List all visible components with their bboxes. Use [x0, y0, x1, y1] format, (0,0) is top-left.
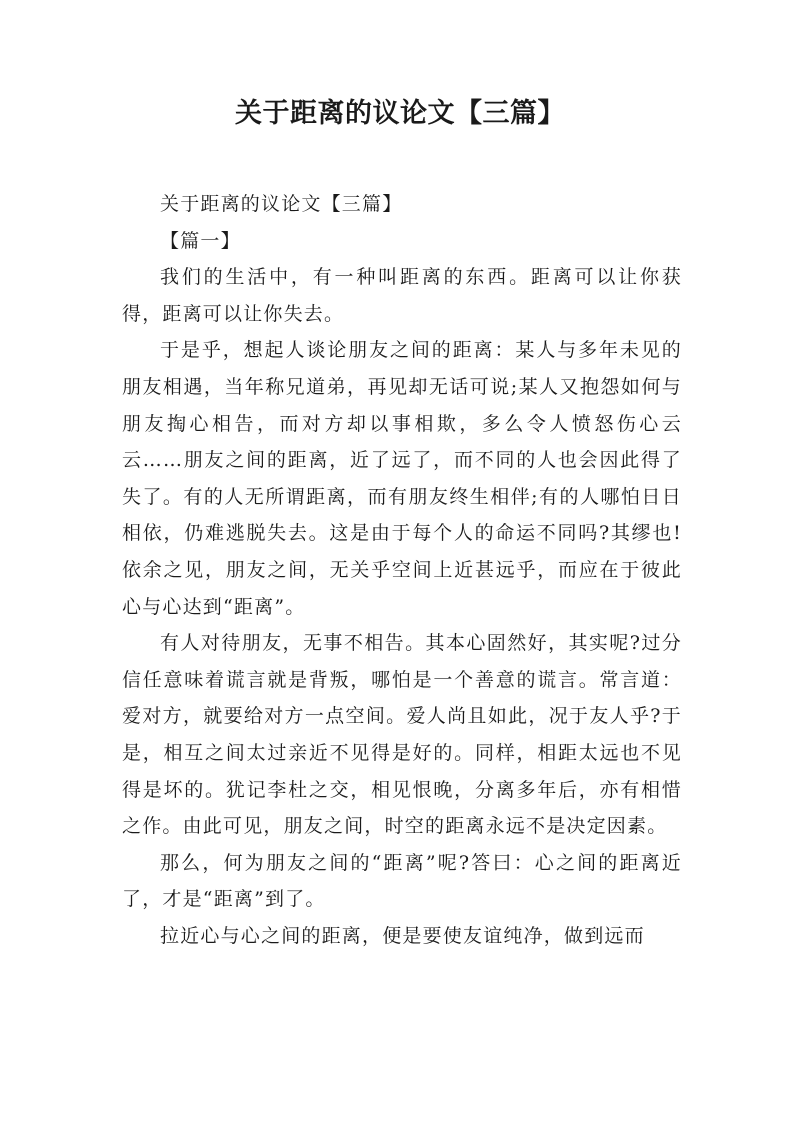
document-body	[122, 186, 682, 954]
paragraph-2: 于是乎，想起人谈论朋友之间的距离：某人与多年未见的朋友相遇，当年称兄道弟，再见却无话可说;某人又抱怨如何与朋友掏心相告，而对方却以事相欺，多么令人愤怒伤心云云……朋友之间的距离，近了远了，而不同的人也会因此得了失了。有的人无所谓距离，而有朋友终生相伴;有的人哪怕日日相依，仍难逃脱失去。这是由于每个人的命运不同吗?其缪也!依余之见，朋友之间，无关乎空间上近甚远乎，而应在于彼此心与心达到“距离”。	[122, 339, 682, 618]
paragraph-section-heading: 【篇一】	[160, 229, 241, 252]
document-title: 关于距离的议论文【三篇】	[235, 98, 565, 129]
paragraph-1: 我们的生活中，有一种叫距离的东西。距离可以让你获得，距离可以让你失去。	[122, 266, 682, 325]
paragraph-4: 那么，何为朋友之间的“距离”呢?答曰：心之间的距离近了，才是“距离”到了。	[122, 851, 682, 911]
paragraph-subtitle: 关于距离的议论文【三篇】	[160, 193, 403, 215]
paragraph-5: 拉近心与心之间的距离，便是要使友谊纯净，做到远而	[160, 924, 645, 947]
paragraph-3: 有人对待朋友，无事不相告。其本心固然好，其实呢?过分信任意味着谎言就是背叛，哪怕是一个善意的谎言。常言道：爱对方，就要给对方一点空间。爱人尚且如此，况于友人乎?于是，相互之间太过亲近不见得是好的。同样，相距太远也不见得是坏的。犹记李杜之交，相见恨晚，分离多年后，亦有相惜之作。由此可见，朋友之间，时空的距离永远不是决定因素。	[122, 632, 682, 838]
